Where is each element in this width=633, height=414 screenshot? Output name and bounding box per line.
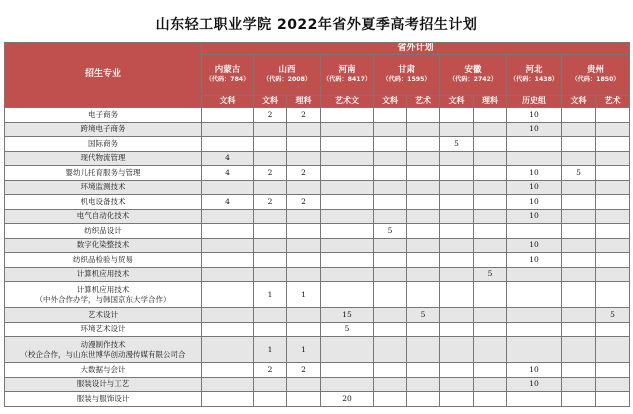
major-name-cell — [5, 166, 202, 181]
quota-cell — [374, 180, 407, 195]
quota-cell: 2 — [254, 166, 287, 181]
quota-cell: 2 — [254, 195, 287, 210]
major-name-cell — [5, 137, 202, 152]
quota-cell — [407, 166, 440, 181]
quota-cell: 5 — [474, 267, 507, 282]
table-row — [5, 209, 630, 224]
quota-cell — [562, 209, 596, 224]
quota-cell — [287, 253, 321, 268]
major-name-cell — [5, 322, 202, 337]
quota-cell — [474, 392, 507, 407]
quota-cell: 5 — [374, 224, 407, 239]
quota-cell — [407, 224, 440, 239]
major-name: 纺织品检验与贸易 — [73, 254, 133, 264]
quota-cell — [287, 151, 321, 166]
quota-cell — [440, 377, 474, 392]
quota-cell — [562, 337, 596, 363]
major-name: 国际商务 — [88, 138, 118, 148]
quota-cell — [254, 253, 287, 268]
quota-cell — [440, 238, 474, 253]
quota-cell: 5 — [407, 308, 440, 323]
table-row — [5, 224, 630, 239]
quota-cell: 2 — [287, 195, 321, 210]
quota-cell — [374, 322, 407, 337]
quota-cell — [474, 137, 507, 152]
quota-cell — [440, 282, 474, 308]
quota-cell — [254, 151, 287, 166]
quota-cell — [254, 377, 287, 392]
quota-cell — [562, 392, 596, 407]
quota-cell — [407, 392, 440, 407]
major-name-cell — [5, 195, 202, 210]
quota-cell — [562, 137, 596, 152]
quota-cell — [321, 166, 374, 181]
quota-cell — [374, 253, 407, 268]
enrollment-plan-table — [4, 42, 630, 407]
quota-cell — [287, 377, 321, 392]
quota-cell — [407, 137, 440, 152]
quota-cell: 1 — [287, 282, 321, 308]
quota-cell — [374, 282, 407, 308]
province-header-shanxi: 山西 （代码：2008） — [254, 55, 321, 96]
quota-cell — [287, 308, 321, 323]
table-header — [5, 43, 630, 108]
province-header-gansu: 甘肃 （代码：1595） — [374, 55, 440, 96]
quota-cell — [374, 377, 407, 392]
quota-cell — [321, 180, 374, 195]
province-header-neimenggu: 内蒙古 （代码：784） — [202, 55, 254, 96]
subject-header: 文科 — [254, 96, 287, 108]
quota-cell — [562, 151, 596, 166]
quota-cell — [407, 209, 440, 224]
quota-cell — [440, 392, 474, 407]
quota-cell — [374, 108, 407, 123]
quota-cell — [202, 180, 254, 195]
quota-cell — [374, 308, 407, 323]
quota-cell — [596, 108, 630, 123]
quota-cell — [474, 363, 507, 378]
quota-cell — [374, 363, 407, 378]
major-name-cell — [5, 392, 202, 407]
quota-cell — [507, 322, 562, 337]
major-name-cell — [5, 224, 202, 239]
quota-cell — [507, 224, 562, 239]
major-name: 电气自动化技术 — [76, 211, 130, 221]
table-row — [5, 282, 630, 308]
quota-cell — [596, 166, 630, 181]
quota-cell — [562, 253, 596, 268]
quota-cell — [440, 108, 474, 123]
quota-cell — [287, 209, 321, 224]
quota-cell — [440, 308, 474, 323]
quota-cell — [596, 337, 630, 363]
quota-cell: 10 — [507, 180, 562, 195]
quota-cell — [321, 282, 374, 308]
quota-cell — [407, 195, 440, 210]
major-name: 动漫制作技术 — [80, 339, 126, 349]
quota-cell — [202, 238, 254, 253]
quota-cell — [321, 377, 374, 392]
major-name-cell — [5, 267, 202, 282]
major-name: 婴幼儿托育服务与管理 — [65, 167, 141, 177]
table-row — [5, 322, 630, 337]
quota-cell — [440, 322, 474, 337]
table-row — [5, 166, 630, 181]
quota-cell: 10 — [507, 363, 562, 378]
quota-cell — [374, 209, 407, 224]
quota-cell — [321, 337, 374, 363]
table-row — [5, 122, 630, 137]
quota-cell — [254, 322, 287, 337]
subject-header: 文科 — [202, 96, 254, 108]
table-row — [5, 363, 630, 378]
quota-cell: 4 — [202, 195, 254, 210]
quota-cell — [440, 267, 474, 282]
quota-cell — [321, 253, 374, 268]
quota-cell — [287, 122, 321, 137]
quota-cell: 1 — [254, 337, 287, 363]
major-name: 现代物流管理 — [80, 153, 126, 163]
quota-cell — [374, 337, 407, 363]
quota-cell — [202, 377, 254, 392]
major-name-cell — [5, 337, 202, 363]
quota-cell — [507, 282, 562, 308]
major-name-cell — [5, 308, 202, 323]
quota-cell — [562, 308, 596, 323]
quota-cell — [440, 253, 474, 268]
quota-cell — [596, 322, 630, 337]
quota-cell — [474, 322, 507, 337]
table-row — [5, 308, 630, 323]
major-name: 服装设计与工艺 — [76, 379, 130, 389]
quota-cell — [474, 282, 507, 308]
quota-cell — [440, 122, 474, 137]
quota-cell — [596, 392, 630, 407]
major-name: 纺织品设计 — [84, 225, 122, 235]
quota-cell — [321, 151, 374, 166]
major-name: 数字化染整技术 — [76, 240, 130, 250]
quota-cell — [287, 322, 321, 337]
quota-cell — [596, 224, 630, 239]
quota-cell — [562, 282, 596, 308]
quota-cell — [374, 151, 407, 166]
quota-cell — [507, 308, 562, 323]
quota-cell — [474, 224, 507, 239]
quota-cell — [321, 363, 374, 378]
major-name: 电子商务 — [88, 109, 118, 119]
table-row — [5, 151, 630, 166]
quota-cell — [254, 137, 287, 152]
quota-cell — [562, 322, 596, 337]
table-row — [5, 108, 630, 123]
quota-cell — [254, 122, 287, 137]
subject-header: 艺术 — [596, 96, 630, 108]
quota-cell: 2 — [287, 363, 321, 378]
quota-cell — [202, 363, 254, 378]
quota-cell — [596, 209, 630, 224]
quota-cell: 10 — [507, 108, 562, 123]
quota-cell: 10 — [507, 122, 562, 137]
quota-cell — [374, 238, 407, 253]
quota-cell — [254, 224, 287, 239]
major-name-cell — [5, 108, 202, 123]
quota-cell — [562, 267, 596, 282]
quota-cell — [407, 337, 440, 363]
quota-cell — [440, 224, 474, 239]
major-column-header: 招生专业 — [5, 43, 202, 108]
major-name-cell — [5, 363, 202, 378]
major-name-cell — [5, 282, 202, 308]
quota-cell — [407, 180, 440, 195]
major-note: （校企合作，与山东世博华创动漫传媒有限公司合 — [20, 349, 186, 359]
quota-cell — [321, 122, 374, 137]
quota-cell — [562, 238, 596, 253]
major-name: 跨境电子商务 — [80, 124, 126, 134]
quota-cell — [474, 195, 507, 210]
major-name-cell — [5, 122, 202, 137]
quota-cell — [507, 392, 562, 407]
quota-cell — [374, 166, 407, 181]
major-name-cell — [5, 238, 202, 253]
quota-cell: 5 — [321, 322, 374, 337]
quota-cell: 10 — [507, 253, 562, 268]
quota-cell — [202, 253, 254, 268]
quota-cell — [254, 308, 287, 323]
quota-cell — [407, 322, 440, 337]
quota-cell: 2 — [254, 363, 287, 378]
subject-header: 理科 — [287, 96, 321, 108]
major-name: 机电设备技术 — [80, 196, 126, 206]
quota-cell: 10 — [507, 238, 562, 253]
quota-cell — [562, 108, 596, 123]
quota-cell — [507, 137, 562, 152]
quota-cell — [562, 195, 596, 210]
quota-cell: 5 — [596, 308, 630, 323]
quota-cell: 1 — [287, 337, 321, 363]
quota-cell — [596, 180, 630, 195]
quota-cell — [596, 282, 630, 308]
quota-cell — [440, 195, 474, 210]
quota-cell — [287, 267, 321, 282]
quota-cell: 5 — [562, 166, 596, 181]
quota-cell — [321, 209, 374, 224]
quota-cell — [596, 122, 630, 137]
quota-cell — [407, 122, 440, 137]
quota-cell — [507, 337, 562, 363]
quota-cell — [562, 224, 596, 239]
quota-cell — [562, 377, 596, 392]
quota-cell — [474, 238, 507, 253]
quota-cell — [202, 392, 254, 407]
major-name-cell — [5, 253, 202, 268]
quota-cell — [474, 209, 507, 224]
quota-cell — [287, 180, 321, 195]
quota-cell — [440, 363, 474, 378]
quota-cell — [474, 253, 507, 268]
quota-cell — [374, 137, 407, 152]
quota-cell — [202, 308, 254, 323]
quota-cell — [254, 267, 287, 282]
quota-cell — [474, 308, 507, 323]
major-name: 环境监测技术 — [80, 182, 126, 192]
major-name-cell — [5, 209, 202, 224]
quota-cell: 10 — [507, 166, 562, 181]
quota-cell — [202, 209, 254, 224]
table-row — [5, 253, 630, 268]
major-name: 大数据与会计 — [80, 364, 126, 374]
quota-cell: 1 — [254, 282, 287, 308]
subject-header: 理科 — [474, 96, 507, 108]
subject-header: 艺术 — [407, 96, 440, 108]
subject-header: 历史组 — [507, 96, 562, 108]
major-name: 计算机应用技术 — [76, 269, 130, 279]
quota-cell — [254, 238, 287, 253]
quota-cell — [507, 267, 562, 282]
quota-cell: 4 — [202, 166, 254, 181]
major-name: 艺术设计 — [88, 309, 118, 319]
out-of-province-plan-header: 省外计划 — [202, 43, 630, 55]
subject-header: 文科 — [562, 96, 596, 108]
quota-cell — [474, 337, 507, 363]
province-header-guizhou: 贵州 （代码：1850） — [562, 55, 630, 96]
quota-cell — [407, 377, 440, 392]
quota-cell — [596, 137, 630, 152]
quota-cell — [321, 238, 374, 253]
quota-cell — [596, 267, 630, 282]
quota-cell — [321, 137, 374, 152]
quota-cell — [287, 137, 321, 152]
quota-cell — [407, 238, 440, 253]
quota-cell — [407, 253, 440, 268]
quota-cell — [254, 209, 287, 224]
quota-cell — [202, 282, 254, 308]
quota-cell — [596, 238, 630, 253]
quota-cell — [474, 180, 507, 195]
quota-cell — [407, 267, 440, 282]
quota-cell — [474, 151, 507, 166]
quota-cell — [321, 267, 374, 282]
table-row — [5, 267, 630, 282]
quota-cell: 10 — [507, 195, 562, 210]
major-name-cell — [5, 377, 202, 392]
table-body — [5, 108, 630, 407]
table-row — [5, 195, 630, 210]
quota-cell — [254, 180, 287, 195]
quota-cell — [562, 180, 596, 195]
quota-cell — [321, 195, 374, 210]
quota-cell — [202, 337, 254, 363]
quota-cell: 10 — [507, 377, 562, 392]
quota-cell: 4 — [202, 151, 254, 166]
page-title: 山东轻工职业学院 2022年省外夏季高考招生计划 — [155, 17, 478, 33]
table-row — [5, 238, 630, 253]
quota-cell — [407, 282, 440, 308]
province-header-henan: 河南 （代码：8417） — [321, 55, 374, 96]
quota-cell — [440, 209, 474, 224]
quota-cell: 20 — [321, 392, 374, 407]
quota-cell — [407, 151, 440, 166]
major-name: 环境艺术设计 — [80, 324, 126, 334]
quota-cell — [374, 195, 407, 210]
table-row — [5, 377, 630, 392]
quota-cell — [562, 122, 596, 137]
quota-cell — [374, 267, 407, 282]
subject-header: 文科 — [440, 96, 474, 108]
quota-cell — [374, 122, 407, 137]
quota-cell — [596, 363, 630, 378]
quota-cell — [287, 238, 321, 253]
subject-header: 文科 — [374, 96, 407, 108]
major-name-cell — [5, 180, 202, 195]
table-row — [5, 180, 630, 195]
major-name: 计算机应用技术 — [76, 284, 130, 294]
quota-cell — [321, 108, 374, 123]
province-header-hebei: 河北 （代码：1438） — [507, 55, 562, 96]
quota-cell: 5 — [440, 137, 474, 152]
quota-cell — [474, 377, 507, 392]
quota-cell — [507, 151, 562, 166]
quota-cell — [474, 166, 507, 181]
quota-cell — [440, 166, 474, 181]
province-header-anhui: 安徽 （代码：2742） — [440, 55, 507, 96]
quota-cell — [287, 224, 321, 239]
quota-cell — [202, 108, 254, 123]
quota-cell — [202, 137, 254, 152]
major-note: （中外合作办学，与韩国京东大学合作） — [35, 294, 171, 304]
subject-header: 艺术文 — [321, 96, 374, 108]
quota-cell: 15 — [321, 308, 374, 323]
quota-cell — [374, 392, 407, 407]
quota-cell — [440, 151, 474, 166]
major-name-cell — [5, 151, 202, 166]
quota-cell — [596, 377, 630, 392]
quota-cell — [596, 253, 630, 268]
quota-cell — [440, 180, 474, 195]
quota-cell — [202, 224, 254, 239]
quota-cell — [202, 267, 254, 282]
major-name: 服装与服饰设计 — [76, 393, 130, 403]
quota-cell: 2 — [254, 108, 287, 123]
quota-cell — [596, 151, 630, 166]
quota-cell: 2 — [287, 108, 321, 123]
quota-cell — [562, 363, 596, 378]
quota-cell: 10 — [507, 209, 562, 224]
quota-cell — [321, 224, 374, 239]
quota-cell — [440, 337, 474, 363]
quota-cell — [596, 195, 630, 210]
table-row — [5, 137, 630, 152]
quota-cell: 2 — [287, 166, 321, 181]
quota-cell — [474, 122, 507, 137]
quota-cell — [474, 108, 507, 123]
quota-cell — [202, 122, 254, 137]
quota-cell — [407, 108, 440, 123]
quota-cell — [254, 392, 287, 407]
quota-cell — [407, 363, 440, 378]
table-row — [5, 337, 630, 363]
quota-cell — [287, 392, 321, 407]
quota-cell — [202, 322, 254, 337]
table-row — [5, 392, 630, 407]
